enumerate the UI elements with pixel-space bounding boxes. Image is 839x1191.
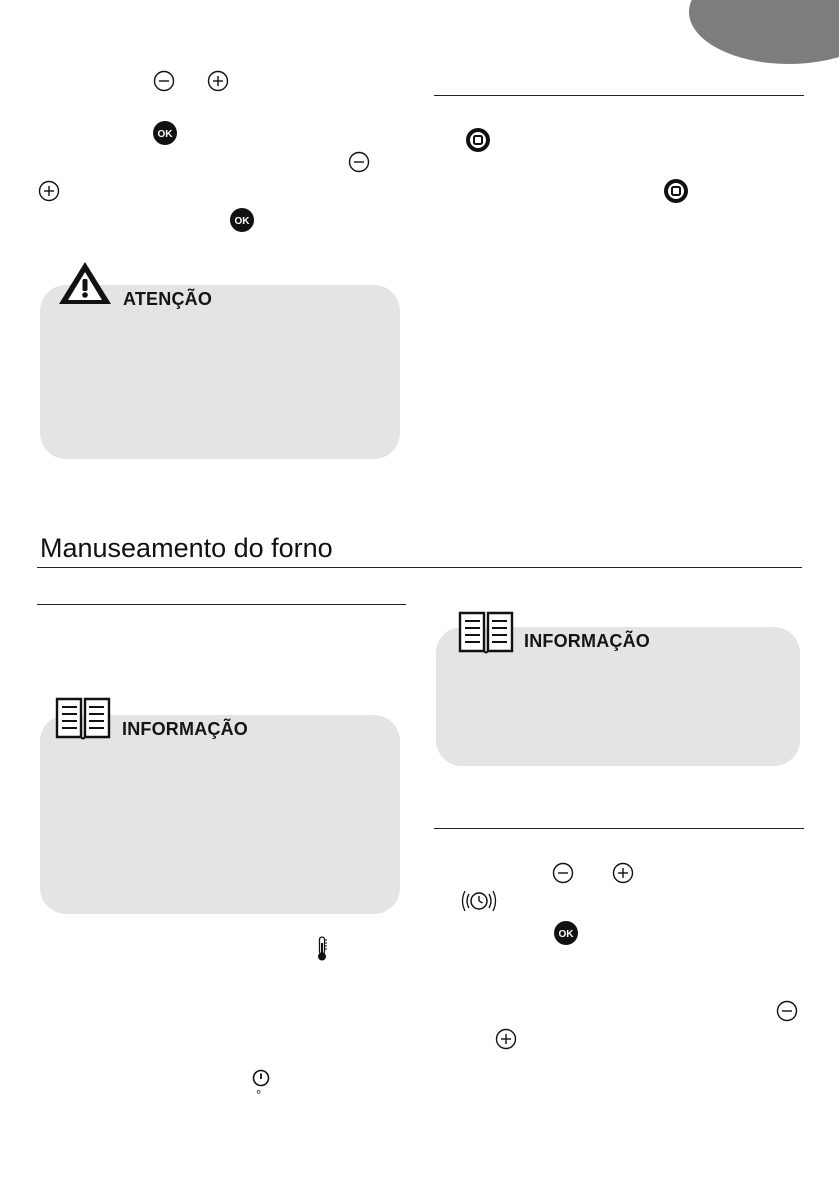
info-panel-left [40, 715, 400, 914]
minus-button-icon [348, 151, 370, 173]
subsection-divider [434, 828, 804, 829]
power-on-off-icon [252, 1069, 270, 1087]
open-book-icon [458, 611, 514, 655]
stop-button-icon [663, 178, 689, 204]
ok-button-icon [553, 920, 579, 946]
plus-button-icon [38, 180, 60, 202]
attention-heading: ATENÇÃO [123, 289, 213, 309]
ok-button-label: OK [558, 929, 574, 940]
ok-button-icon [229, 207, 255, 233]
alarm-clock-icon [461, 888, 497, 914]
thermometer-icon [315, 936, 329, 962]
ok-button-label: OK [234, 216, 250, 227]
page-corner-tab [689, 0, 839, 64]
degree-symbol: ° [256, 1087, 262, 1102]
ok-button-icon [152, 120, 178, 146]
info-heading-left: INFORMAÇÃO [122, 719, 248, 739]
plus-button-icon [612, 862, 634, 884]
warning-triangle-icon [57, 260, 113, 306]
ok-button-label: OK [157, 129, 173, 140]
plus-button-icon [207, 70, 229, 92]
subsection-divider [434, 95, 804, 96]
section-title: Manuseamento do forno [40, 533, 333, 563]
open-book-icon [55, 697, 111, 741]
section-title-underline [37, 567, 802, 568]
stop-button-icon [465, 127, 491, 153]
attention-panel [40, 285, 400, 459]
info-heading-right: INFORMAÇÃO [524, 631, 650, 651]
minus-button-icon [153, 70, 175, 92]
minus-button-icon [776, 1000, 798, 1022]
subsection-divider [37, 604, 406, 605]
minus-button-icon [552, 862, 574, 884]
plus-button-icon [495, 1028, 517, 1050]
